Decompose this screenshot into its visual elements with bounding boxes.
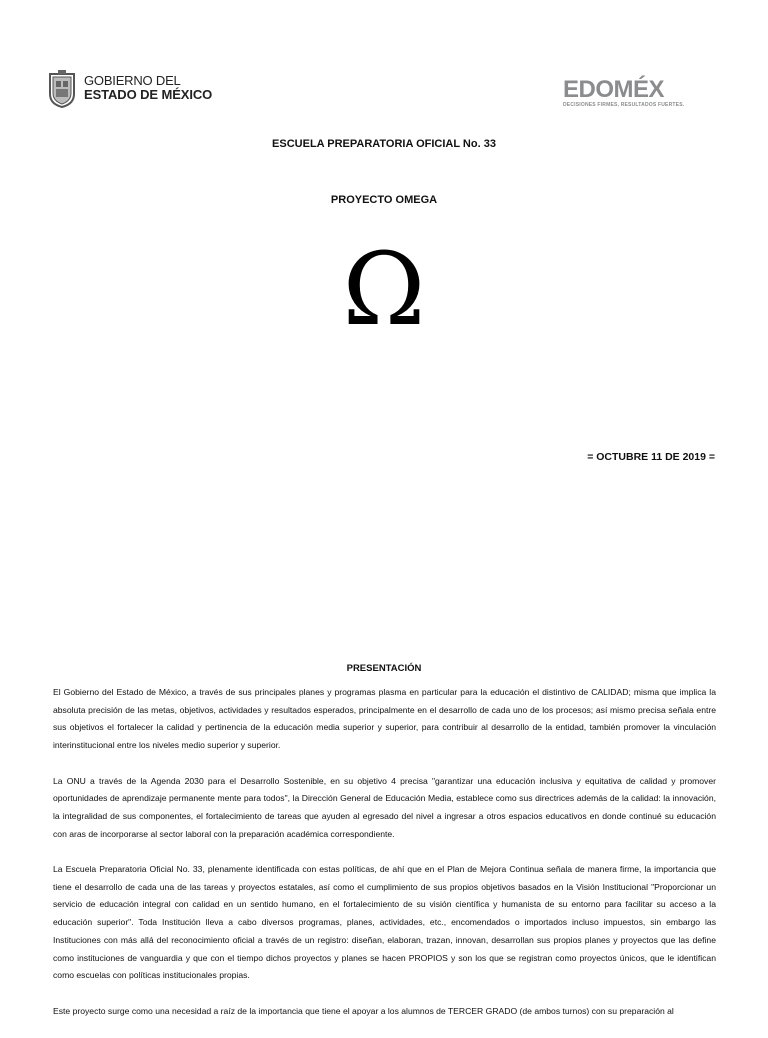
edomex-tagline: DECISIONES FIRMES, RESULTADOS FUERTES. xyxy=(563,102,685,108)
gov-name-line1: GOBIERNO DEL xyxy=(84,73,181,89)
document-date: = OCTUBRE 11 DE 2019 = xyxy=(587,451,715,463)
paragraph: La Escuela Preparatoria Oficial No. 33, plenamente identificada con estas políticas, de ahí que en el Plan de Mejora Continua señala de manera firme, la importancia que tiene el desarrollo de cada una de las tareas y proyectos estatales, así como el cumplimiento de sus propios objetivos basados en la Visión Institucional "Proporcionar un servicio de educación integral con calidad en un sentido humano, en el fortalecimiento de su visión científica y humanista de su entorno para facilitar su acceso a la educación superior". Toda Institución lleva a cabo diversos programas, planes, actividades, etc., encomendados o importados incluso impuestos, sin embargo las Instituciones con más allá del reconocimiento oficial a través de un registro: diseñan, elaboran, trazan, innovan, desarrollan sus propios planes y proyectos que las define como instituciones de vanguardia y que con el tiempo dichos proyectos y planes se hacen PROPIOS y son los que se registran como proyectos únicos, que le identifican como escuelas con políticas institucionales propias. xyxy=(53,864,716,981)
project-title: PROYECTO OMEGA xyxy=(330,194,438,206)
school-name: ESCUELA PREPARATORIA OFICIAL No. 33 xyxy=(272,138,496,150)
gobierno-estado-mexico-logo xyxy=(46,68,212,108)
edomex-logo-text: EDOMÉX xyxy=(563,76,665,103)
edomex-logo xyxy=(563,76,693,108)
body-text xyxy=(53,684,716,1038)
omega-symbol: Ω xyxy=(342,231,426,348)
gov-name-line2: ESTADO DE MÉXICO xyxy=(84,87,213,102)
section-title: PRESENTACIÓN xyxy=(346,663,422,674)
paragraph: La ONU a través de la Agenda 2030 para el Desarrollo Sostenible, en su objetivo 4 precisa "garantizar una educación inclusiva y equitativa de calidad y promover oportunidades de aprendizaje permanente mente para todos", la Dirección General de Educación Media, establece como sus directrices además de la calidad: la innovación, la integralidad de sus componentes, el fortalecimiento de tareas que ayuden al egresado del nivel a ingresar a otros espacios educativos en donde continué su educación con aras de incorporarse al sector laboral con la preparación académica correspondiente. xyxy=(53,775,716,839)
paragraph: Este proyecto surge como una necesidad a raíz de la importancia que tiene el apoyar a los alumnos de TERCER GRADO (de ambos turnos) con su preparación al xyxy=(53,1005,674,1016)
state-seal-icon xyxy=(46,68,78,108)
paragraph: El Gobierno del Estado de México, a través de sus principales planes y programas plasma en particular para la educación el distintivo de CALIDAD; misma que implica la absoluta precisión de las metas, objetivos, actividades y resultados esperados, principalmente en el desarrollo de cada uno de los procesos; así mismo precisa señala entre sus objetivos el fortalecer la calidad y pertinencia de la educación media superior y superior, para contribuir al desarrollo de la entidad, también promover la vinculación interinstitucional entre los niveles medio superior y superior. xyxy=(53,687,716,751)
